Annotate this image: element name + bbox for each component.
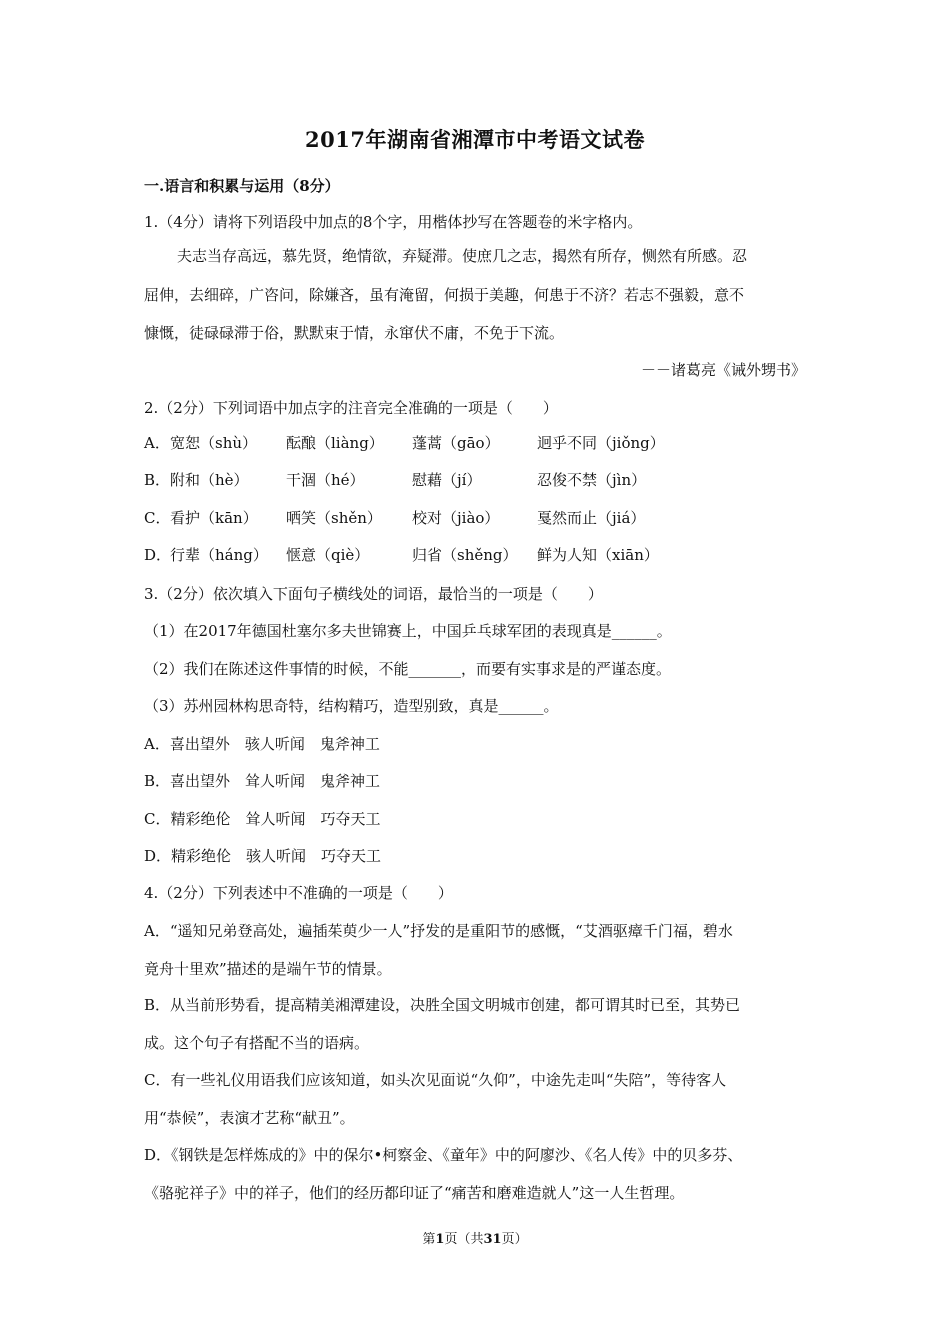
question-1-stem: 1.（4分）请将下列语段中加点的8个字，用楷体抄写在答题卷的米字格内。 bbox=[144, 213, 643, 231]
option-item: 酝酿（liàng） bbox=[286, 434, 384, 452]
passage-line-2: 屈伸，去细碎，广咨问，除嫌吝，虽有淹留，何损于美趣，何患于不济？若志不强毅，意不 bbox=[144, 286, 745, 304]
question-4-option-b-line-2: 成。这个句子有搭配不当的语病。 bbox=[144, 1034, 370, 1052]
question-3-option-b: B．喜出望外 耸人听闻 鬼斧神工 bbox=[144, 772, 381, 790]
option-item: 干涸（hé） bbox=[286, 471, 365, 489]
option-label: D． bbox=[144, 546, 172, 564]
option-item: 迥乎不同（jiǒng） bbox=[537, 434, 665, 452]
question-4-stem: 4.（2分）下列表述中不准确的一项是（ ） bbox=[144, 884, 453, 902]
option-item: 蓬蒿（gāo） bbox=[412, 434, 500, 452]
question-4-option-a-line-1: A．“遥知兄弟登高处，遍插茱萸少一人”抒发的是重阳节的感慨，“艾酒驱瘴千门福，碧水 bbox=[144, 922, 733, 940]
option-item: 行辈（háng） bbox=[170, 546, 268, 564]
option-label: A． bbox=[144, 434, 170, 452]
page-footer bbox=[0, 1228, 950, 1247]
question-3-option-a: A．喜出望外 骇人听闻 鬼斧神工 bbox=[144, 735, 380, 753]
question-2-stem: 2.（2分）下列词语中加点字的注音完全准确的一项是（ ） bbox=[144, 399, 558, 417]
question-3-stem: 3.（2分）依次填入下面句子横线处的词语，最恰当的一项是（ ） bbox=[144, 585, 603, 603]
option-item: 哂笑（shěn） bbox=[286, 509, 382, 527]
option-item: 戛然而止（jiá） bbox=[537, 509, 646, 527]
question-3-sentence-2: （2）我们在陈述这件事情的时候，不能_______，而要有实事求是的严谨态度。 bbox=[144, 660, 672, 678]
section-heading: 一.语言和积累与运用（8分） bbox=[144, 177, 340, 195]
passage-line-1: 夫志当存高远，慕先贤，绝情欲，弃疑滞。使庶几之志，揭然有所存，恻然有所感。忍 bbox=[177, 247, 748, 265]
option-item: 鲜为人知（xiān） bbox=[537, 546, 659, 564]
page-number: 1 bbox=[435, 1232, 445, 1247]
option-label: B． bbox=[144, 471, 171, 489]
question-4-option-b-line-1: B．从当前形势看，提高精美湘潭建设，决胜全国文明城市创建，都可谓其时已至，其势已 bbox=[144, 996, 741, 1014]
footer-mid: 页（共 bbox=[444, 1232, 484, 1247]
question-3-option-c: C．精彩绝伦 耸人听闻 巧夺天工 bbox=[144, 810, 381, 828]
option-item: 看护（kān） bbox=[170, 509, 258, 527]
option-item: 归省（shěng） bbox=[412, 546, 518, 564]
page-title: 2017年湖南省湘潭市中考语文试卷 bbox=[305, 127, 645, 152]
passage-line-3: 慷慨，徒碌碌滞于俗，默默束于情，永窜伏不庸，不免于下流。 bbox=[144, 324, 565, 342]
question-4-option-c-line-2: 用“恭候”，表演才艺称“献丑”。 bbox=[144, 1109, 355, 1127]
question-3-sentence-1: （1）在2017年德国杜塞尔多夫世锦赛上，中国乒乓球军团的表现真是______。 bbox=[144, 622, 672, 640]
option-item: 附和（hè） bbox=[170, 471, 249, 489]
question-4-option-a-line-2: 竟舟十里欢”描述的是端午节的情景。 bbox=[144, 960, 392, 978]
option-item: 忍俊不禁（jìn） bbox=[537, 471, 647, 489]
option-item: 惬意（qiè） bbox=[286, 546, 370, 564]
question-4-option-d-line-1: D．《钢铁是怎样炼成的》中的保尔•柯察金、《童年》中的阿廖沙、《名人传》中的贝多芬、 bbox=[144, 1146, 743, 1164]
page-total: 31 bbox=[483, 1232, 502, 1247]
passage-source: －－诸葛亮《诫外甥书》 bbox=[640, 361, 806, 379]
question-4-option-d-line-2: 《骆驼祥子》中的祥子，他们的经历都印证了“痛苦和磨难造就人”这一人生哲理。 bbox=[144, 1184, 685, 1202]
question-3-sentence-3: （3）苏州园林构思奇特，结构精巧，造型别致，真是______。 bbox=[144, 697, 559, 715]
footer-suffix: 页） bbox=[501, 1232, 528, 1247]
question-3-option-d: D．精彩绝伦 骇人听闻 巧夺天工 bbox=[144, 847, 382, 865]
question-4-option-c-line-1: C．有一些礼仪用语我们应该知道，如头次见面说“久仰”，中途先走叫“失陪”，等待客人 bbox=[144, 1071, 727, 1089]
option-item: 校对（jiào） bbox=[412, 509, 500, 527]
option-item: 宽恕（shù） bbox=[170, 434, 258, 452]
footer-prefix: 第 bbox=[422, 1232, 436, 1247]
option-item: 慰藉（jí） bbox=[412, 471, 482, 489]
option-label: C． bbox=[144, 509, 171, 527]
